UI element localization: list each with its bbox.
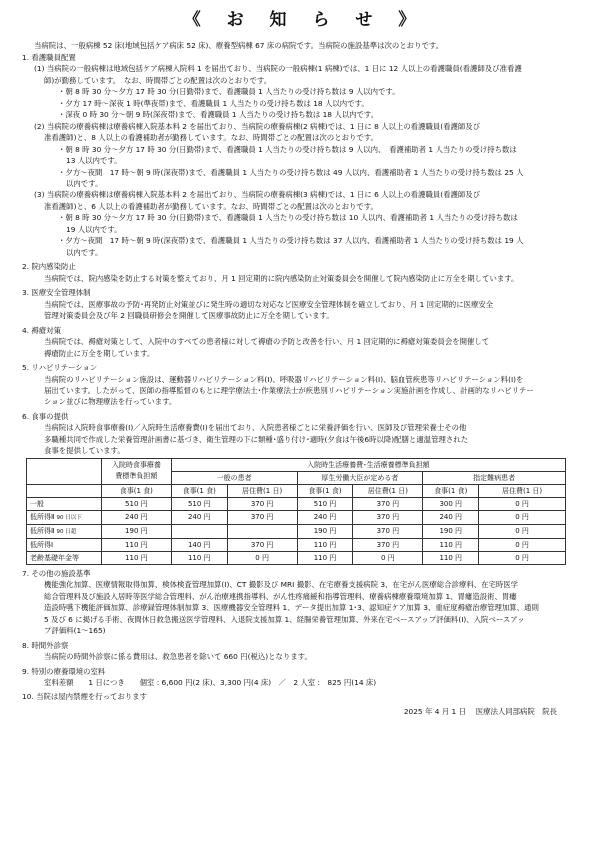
row-label-note: 90 日以下 [56,514,82,521]
section-text: 5 及び 6 に掲げる手術、夜間休日救急搬送医学管理料、入退院支援加算 1、経腸栄養管理加算、外来在宅ベースアップ評価料(Ⅰ)、入院ベースアッ [44,614,525,624]
row-label [27,538,102,551]
row-label [27,524,102,538]
list-item: ・朝 8 時 30 分～夕方 17 時 30 分(日勤帯)まで、看護職員 1 人当たりの受け持ち数は 10 人以内、看護補助者 1 人当たりの受け持ち数は [58,213,518,223]
section-after-hours [22,640,587,663]
section-text: 准看護師)と、6 人以上の看護補助者が勤務しています。なお、時間帯ごとの配置は次のとおりです。 [44,201,378,211]
table-cell: 食事(1 食) [171,484,227,497]
table-cell: 110 円 [101,551,171,564]
table-cell: 510 円 [171,497,227,510]
section-text: 褥瘡防止に万全を期しています。 [44,348,155,358]
table-cell [171,524,227,538]
section-text: (1) 当病院の一般病棟は地域包括ケア病棟入院料 1 を届出ており、当病院の一般病棟(1 病棟)では、1 日に 12 人以上の看護職員(看護師及び准看護 [34,64,522,74]
table-cell: 190 円 [101,524,171,538]
section-text: ション並びに物理療法を行っています。 [44,397,177,407]
table-cell: 370 円 [353,524,423,538]
table-cell: 0 円 [479,497,566,510]
table-cell: 510 円 [101,497,171,510]
table-cell [227,524,297,538]
row-label [27,510,102,524]
list-item: ・夕方～夜間 17 時～朝 9 時(深夜帯)まで、看護職員 1 人当たりの受け持ち数は 37 人以内、看護補助者 1 人当たりの受け持ち数は 19 人 [58,236,524,246]
section-text: 当病院の時間外診察に係る費用は、救急患者を除いて 660 円(税込)となります。 [44,652,312,662]
list-item: ・朝 8 時 30 分～夕方 17 時 30 分(日勤帯)まで、看護職員 1 人当たりの受け持ち数は 9 人以内です。 [58,87,400,97]
table-cell: 240 円 [101,510,171,524]
section-medical-safety [22,287,587,321]
list-item: 以内です。 [66,247,103,257]
section-heading: 1. 看護職員配置 [22,52,76,62]
row-label-note: 90 日超 [56,528,77,535]
table-body [27,497,566,564]
table-cell: 110 円 [297,538,353,551]
table-cell: 190 円 [297,524,353,538]
table-subheader-row [27,484,566,497]
table-cell: 居住費(1 日) [353,484,423,497]
table-cell: 食事(1 食) [101,484,171,497]
section-text: 当病院では、褥瘡対策として、入院中のすべての患者様に対して褥瘡の予防と改善を行い、月 1 回定期的に褥瘡対策委員会を開催して [44,337,490,347]
section-text: 造設時嚥下機能評価加算、診療録管理体制加算 3、医療機器安全管理料 1、データ提出加算 1･3、認知症ケア加算 3、重症度褥瘡治療管理加算、通則 [44,603,539,613]
table-cell: 370 円 [353,497,423,510]
table-cell: 居住費(1 日) [227,484,297,497]
table-cell: 110 円 [423,538,479,551]
section-rehabilitation [22,362,587,408]
table-cell: 食事(1 食) [297,484,353,497]
page-title: 《 お 知 ら せ 》 [183,10,426,30]
table-cell: 0 円 [479,551,566,564]
table-cell: 0 円 [479,510,566,524]
list-item: 以内です。 [66,179,103,189]
section-text: 機能強化加算、医療情報取得加算、検体検査管理加算(Ⅰ)、CT 撮影及び MRI 撮影、在宅療養支援病院 3、在宅がん医療総合診療料、在宅時医学 [44,580,519,590]
section-heading: 10. 当院は屋内禁煙を行っております [22,692,147,702]
section-text: (2) 当病院の療養病棟は療養病棟入院基本料 2 を届出ており、当病院の療養病棟(2 病棟)では、1 日に 8 人以上の看護職員(看護師及び [34,121,481,131]
section-heading: 4. 褥瘡対策 [22,325,61,335]
section-text: 当病院のリハビリテーション施設は、運動器リハビリテーション料(Ⅰ)、呼吸器リハビリテーション料(Ⅰ)、脳血管疾患等リハビリテーション料(Ⅰ)を [44,374,524,384]
section-text: 管理対策委員会及び年 2 回職員研修会を開催して医療事故防止に万全を期しています。 [44,311,334,321]
table-row [27,497,566,510]
table-row [27,538,566,551]
table-cell: 居住費(1 日) [479,484,566,497]
section-heading: 5. リハビリテーション [22,363,98,373]
header-minister: 厚生労働大臣が定める者 [297,471,423,484]
section-text: 多職種共同で作成した栄養管理計画書に基づき、衛生管理の下に類種･盛り付け･適時(夕食は午後6時以降)配膳と適温管理された [44,434,469,444]
table-cell: 370 円 [227,497,297,510]
row-label-text: 低所得Ⅱ [30,526,55,535]
section-meals [22,411,587,457]
table-cell [27,484,102,497]
list-item: ・夕方～夜間 17 時～朝 9 時(深夜帯)まで、看護職員 1 人当たりの受け持ち数は 49 人以内、看護補助者 1 人当たりの受け持ち数は 25 人 [58,167,524,177]
table-cell: 110 円 [423,551,479,564]
section-heading: 3. 医療安全管理体制 [22,288,91,298]
table-cell: 370 円 [227,538,297,551]
list-item: ・深夜 0 時 30 分～朝 9 時(深夜帯)まで、看護職員 1 人当たりの受け持ち数は 18 人以内です。 [58,110,379,120]
table-cell: 300 円 [423,497,479,510]
section-text: 当病院は入院時食事療養(Ⅰ)／入院時生活療養費(Ⅰ)を届出ており、入院患者様ごとに栄養評価を行い、医師及び管理栄養士その他 [44,423,467,433]
table-row [27,551,566,564]
table-cell: 240 円 [297,510,353,524]
section-nurse-staffing [22,52,587,258]
table-row [27,524,566,538]
table-cell: 140 円 [171,538,227,551]
table-cell: 0 円 [353,551,423,564]
section-other-standards [22,568,587,637]
section-text: (3) 当病院の療養病棟は療養病棟入院基本料 2 を届出ており、当病院の療養病棟(3 病棟)では、1 日に 6 人以上の看護職員(看護師及び [34,190,481,200]
section-pressure-ulcer [22,325,587,359]
table-cell: 110 円 [101,538,171,551]
row-label-text: 一般 [30,499,44,508]
table-cell: 食事(1 食) [423,484,479,497]
row-label-text: 低所得Ⅱ [30,512,55,521]
list-item: ・夕方 17 時～深夜 1 時(準夜帯)まで、看護職員 1 人当たりの受け持ち数は 18 人以内です。 [58,98,369,108]
table-cell: 510 円 [297,497,353,510]
section-heading: 9. 特別の療養環境の室料 [22,666,106,676]
list-item: ・朝 8 時 30 分～夕方 17 時 30 分(日勤帯)まで、看護職員 1 人当たりの受け持ち数は 9 人以内、 看護補助者 1 人当たりの受け持ち数は [58,144,517,154]
section-infection-control [22,261,587,284]
table-cell: 240 円 [423,510,479,524]
intro-text: 当病院は、一般病棟 52 床(地域包括ケア病床 52 床)、療養型病棟 67 床の病院です。当病院の施設基準は次のとおりです。 [34,41,444,51]
header-general: 一般の患者 [171,471,297,484]
table-cell: 370 円 [227,510,297,524]
section-heading: 7. その他の施設基準 [22,568,91,578]
section-heading: 2. 院内感染防止 [22,262,76,272]
header-meal-cost [101,458,171,484]
section-heading: 6. 食事の提供 [22,411,69,421]
section-text: 当病院では、院内感染を防止する対策を整えており、月 1 回定期的に院内感染防止対策委員会を開催して院内感染防止に万全を期しています。 [44,273,519,283]
table-cell: 370 円 [353,510,423,524]
section-no-smoking [22,691,587,702]
section-text: 准看護師)と、8 人以上の看護補助者が勤務しています。なお、時間帯ごとの配置は次のとおりです。 [44,133,378,143]
row-label [27,551,102,564]
table-cell: 110 円 [297,551,353,564]
header-text: 入院時食事療養 [111,461,161,470]
table-cell: 0 円 [479,538,566,551]
section-text: プ評価料(1～165) [44,626,106,636]
section-text: 当病院では、医療事故の予防･再発防止対策並びに発生時の適切な対応など医療安全管理体制を確立しており、月 1 回定期的に医療安全 [44,299,494,309]
section-text: 届出ています。したがって、医師の指導監督のもとに理学療法士･作業療法士が疾患別リハビリテーション実施計画を作成し、計画的なリハビリテー [44,385,534,395]
header-text: 費標準負担額 [115,472,158,481]
section-text: 食事を提供しています。 [44,446,125,456]
section-heading: 8. 時間外診察 [22,640,69,650]
list-item: 13 人以内です。 [66,156,122,166]
meal-cost-table [26,458,566,565]
table-cell: 110 円 [171,551,227,564]
table-cell: 0 円 [227,551,297,564]
list-item: 19 人以内です。 [66,224,122,234]
table-cell: 370 円 [353,538,423,551]
header-intractable: 指定難病患者 [423,471,566,484]
row-label-text: 低所得Ⅰ [30,540,54,549]
table-cell: 240 円 [171,510,227,524]
section-text: 総合管理料及び施設入居時等医学総合管理料、がん治療連携指導料、がん性疼痛緩和指導管理料、療養病棟療養環境加算 1、胃瘻造設術、胃瘻 [44,591,517,601]
table-cell: 190 円 [423,524,479,538]
section-room-fees [22,666,587,689]
footer-signature: 2025 年 4 月 1 日 医療法人同部病院 院長 [403,706,557,716]
header-living-cost: 入院時生活療養費･生活療養標準負担額 [171,458,565,471]
section-text: 師)が勤務しています。 なお、時間帯ごとの配置は次のとおりです。 [44,75,272,85]
table-corner [27,458,102,484]
row-label [27,497,102,510]
section-text: 室料差額 1 日につき 個室 : 6,600 円(2 床)、3,300 円(4 床) ／ 2 人室 : 825 円(14 床) [44,678,377,688]
table-row [27,510,566,524]
table-cell: 0 円 [479,524,566,538]
row-label-text: 老齢基礎年金等 [30,553,79,562]
